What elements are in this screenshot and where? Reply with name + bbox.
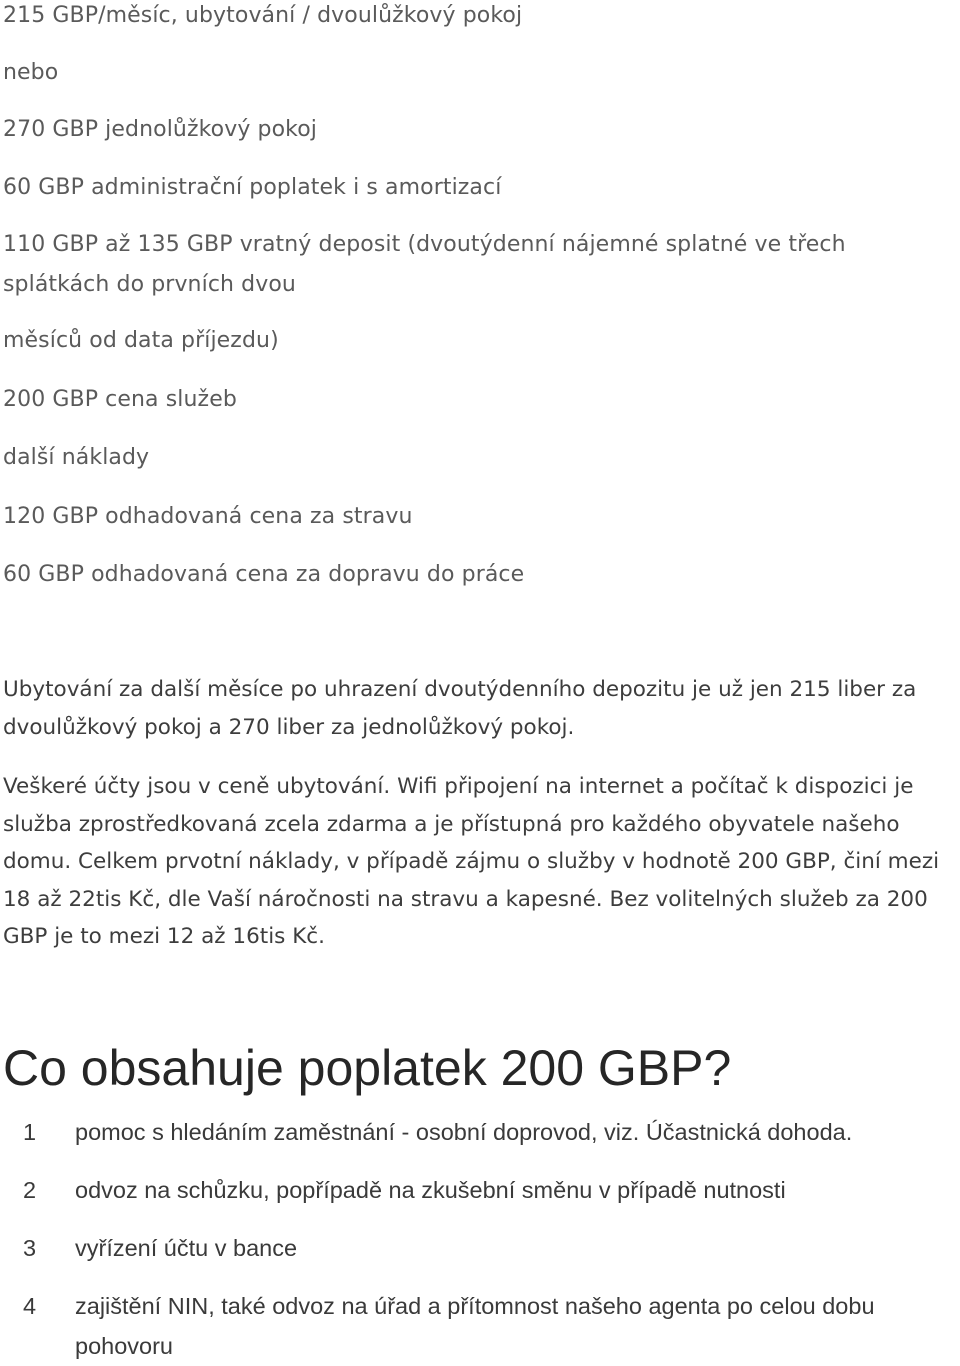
cost-line-deposit: 110 GBP až 135 GBP vratný deposit (dvoutýdenní nájemné splatné ve třech splátkách do prvních dvou bbox=[3, 232, 846, 297]
paragraph-bills: Veškeré účty jsou v ceně ubytování. Wifi připojení na internet a počítač k dispozici je služba zprostředkovaná zcela zdarma a je přístupná pro každého obyvatele našeho domu. Celkem prvotní náklady, v případě zájmu o služby v hodnotě 200 GBP, činí mezi 18 až 22tis Kč, dle Vaší náročnosti na stravu a kapesné. Bez volitelných služeb za 200 GBP je to mezi 12 až 16tis Kč. bbox=[3, 774, 940, 949]
section-heading: Co obsahuje poplatek 200 GBP? bbox=[3, 1040, 732, 1096]
list-item-text: zajištění NIN, také odvoz na úřad a přítomnost našeho agenta po celou dobu pohovoru bbox=[75, 1293, 875, 1359]
list-item-text: odvoz na schůzku, popřípadě na zkušební směnu v případě nutnosti bbox=[75, 1177, 786, 1203]
cost-line-other-costs: další náklady bbox=[3, 445, 150, 470]
list-item-number: 1 bbox=[23, 1119, 37, 1145]
cost-line-transport: 60 GBP odhadovaná cena za dopravu do práce bbox=[3, 562, 525, 587]
cost-line-deposit-cont: měsíců od data příjezdu) bbox=[3, 328, 279, 353]
list-item-text: pomoc s hledáním zaměstnání - osobní doprovod, viz. Účastnická dohoda. bbox=[75, 1119, 853, 1145]
list-item-number: 4 bbox=[23, 1293, 37, 1319]
cost-line-admin-fee: 60 GBP administrační poplatek i s amortizací bbox=[3, 175, 502, 200]
cost-line-single-room: 270 GBP jednolůžkový pokoj bbox=[3, 117, 318, 142]
cost-line-double-room: 215 GBP/měsíc, ubytování / dvoulůžkový pokoj bbox=[3, 3, 523, 28]
cost-line-or: nebo bbox=[3, 60, 59, 85]
list-item-number: 2 bbox=[23, 1177, 37, 1203]
list-item-text: vyřízení účtu v bance bbox=[75, 1235, 298, 1261]
cost-line-service-price: 200 GBP cena služeb bbox=[3, 387, 237, 412]
cost-line-food: 120 GBP odhadovaná cena za stravu bbox=[3, 504, 413, 529]
list-item-number: 3 bbox=[23, 1235, 37, 1261]
paragraph-accommodation: Ubytování za další měsíce po uhrazení dvoutýdenního depozitu je už jen 215 liber za dvoulůžkový pokoj a 270 liber za jednolůžkový pokoj. bbox=[3, 677, 917, 740]
